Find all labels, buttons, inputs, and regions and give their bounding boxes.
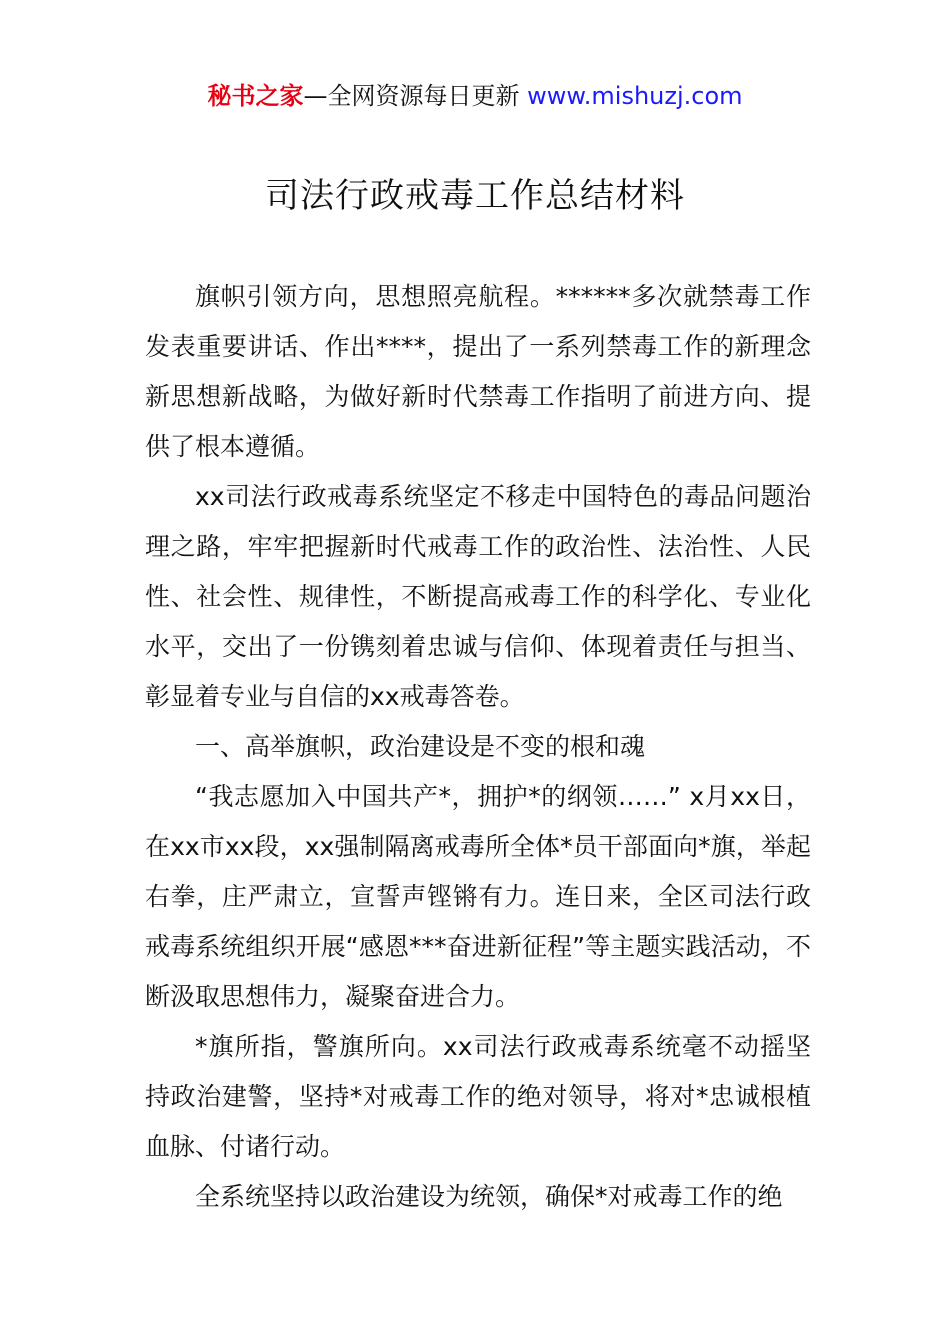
site-url-link[interactable]: www.mishuzj.com [527, 82, 743, 110]
section-heading: 一、高举旗帜，政治建设是不变的根和魂 [195, 732, 646, 761]
document-body [145, 272, 811, 1222]
site-header [0, 78, 950, 114]
paragraph-intro: 旗帜引领方向，思想照亮航程。******多次就禁毒工作发表重要讲话、作出****，提出了一系列禁毒工作的新理念新思想新战略，为做好新时代禁毒工作指明了前进方向、提供了根本遵循。 [145, 282, 811, 461]
paragraph-political-building: 全系统坚持以政治建设为统领，确保*对戒毒工作的绝 [195, 1182, 783, 1211]
site-tagline: —全网资源每日更新 [303, 82, 528, 110]
paragraph-summary: xx司法行政戒毒系统坚定不移走中国特色的毒品问题治理之路，牢牢把握新时代戒毒工作的政治性、法治性、人民性、社会性、规律性，不断提高戒毒工作的科学化、专业化水平，交出了一份镌刻着忠诚与信仰、体现着责任与担当、彰显着专业与自信的xx戒毒答卷。 [145, 482, 811, 711]
site-brand: 秘书之家 [207, 82, 304, 110]
document-title: 司法行政戒毒工作总结材料 [265, 176, 685, 216]
paragraph-loyalty: *旗所指，警旗所向。xx司法行政戒毒系统毫不动摇坚持政治建警，坚持*对戒毒工作的绝对领导，将对*忠诚根植血脉、付诸行动。 [145, 1032, 811, 1161]
paragraph-oath: “我志愿加入中国共产*，拥护*的纲领……” x月xx日，在xx市xx段，xx强制隔离戒毒所全体*员干部面向*旗，举起右拳，庄严肃立，宣誓声铿锵有力。连日来，全区司法行政戒毒系统组织开展“感恩***奋进新征程”等主题实践活动，不断汲取思想伟力，凝聚奋进合力。 [145, 782, 811, 1011]
